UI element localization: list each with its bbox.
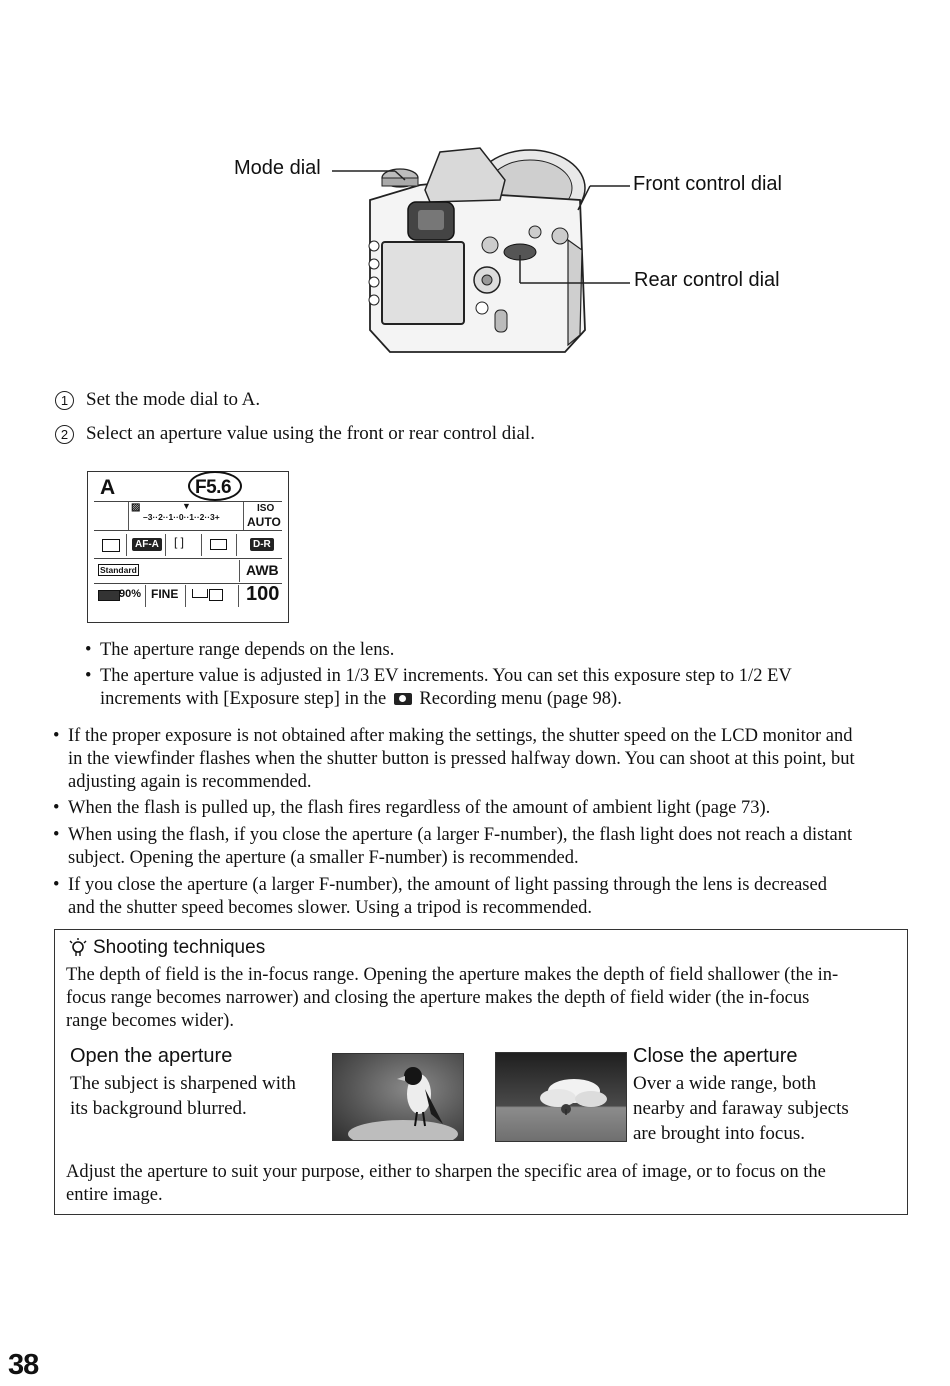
creative-style-badge: Standard — [100, 565, 137, 575]
step-2 — [55, 423, 535, 445]
note-bullet-1: • If the proper exposure is not obtained after making the settings, the shutter speed on the LCD monitor and in the viewfinder flashes when the shutter button is pressed halfway down. You can shoot at this point, but adjusting again is recommended. — [53, 726, 855, 792]
dr-badge: D-R — [250, 538, 274, 551]
lcd-mode: A — [100, 476, 116, 499]
step-number: 2 — [55, 425, 74, 444]
memory-icon — [209, 589, 223, 601]
note-bullet-3: • When using the flash, if you close the aperture (a larger F-number), the flash light does not reach a distant subject. Opening the aperture (a smaller F-number) is recommended. — [53, 825, 853, 868]
tip-intro: The depth of field is the in-focus range. Opening the aperture makes the depth of field shallower (the in- focus range becomes narrower) and closing the aperture makes the depth of field wider (the in-focus range becomes wider). — [66, 965, 839, 1031]
rear-dial-callout: Rear control dial — [634, 269, 780, 291]
camera-menu-icon — [394, 693, 412, 705]
step-text: Set the mode dial to A. — [86, 389, 261, 410]
white-balance: AWB — [246, 562, 279, 578]
lcd-aperture: F5.6 — [195, 477, 232, 498]
metering-icon — [210, 539, 227, 550]
focus-area-icon: [ ] — [174, 535, 185, 549]
tip-footer: Adjust the aperture to suit your purpose, either to sharpen the specific area of image, or to focus on the entire image. — [66, 1162, 826, 1205]
tip-title: Shooting techniques — [93, 937, 266, 958]
step-number: 1 — [55, 391, 74, 410]
page-number: 38 — [8, 1349, 39, 1381]
battery-icon — [98, 590, 120, 601]
af-mode-badge: AF-A — [132, 538, 162, 551]
callout-lines — [0, 0, 950, 400]
ev-pointer-icon: ▼ — [182, 501, 191, 511]
bird-photo — [332, 1053, 464, 1141]
shooting-techniques-box — [54, 929, 908, 1215]
battery-percent: 90% — [119, 588, 142, 600]
ev-scale: –3··2··1··0··1··2··3+ — [143, 512, 220, 522]
image-size-icon — [192, 589, 208, 598]
lightbulb-icon — [67, 937, 89, 959]
step-1 — [55, 389, 260, 411]
image-quality: FINE — [151, 587, 179, 601]
note-bullet-4: • If you close the aperture (a larger F-number), the amount of light passing through the lens is decreased and the shutter speed becomes slower. Using a tripod is recommended. — [53, 875, 827, 918]
front-dial-callout: Front control dial — [633, 173, 782, 195]
landscape-photo — [495, 1052, 627, 1142]
note-bullet-2: • When the flash is pulled up, the flash fires regardless of the amount of ambient light (page 73). — [53, 798, 771, 818]
drive-single-icon — [102, 539, 120, 552]
close-aperture-title: Close the aperture — [633, 1045, 798, 1067]
step-text: Select an aperture value using the front or rear control dial. — [86, 423, 535, 444]
open-aperture-title: Open the aperture — [70, 1045, 233, 1067]
iso-label: ISO — [257, 503, 275, 514]
sub-bullet-2: • The aperture value is adjusted in 1/3 EV increments. You can set this exposure step to 1/2 EV increments with [Exposure step] in the Recording menu (page 98). — [85, 666, 792, 709]
lcd-panel — [87, 471, 289, 623]
exposure-comp-icon: ▨ — [131, 502, 141, 513]
iso-value: AUTO — [247, 515, 281, 529]
close-aperture-desc: Over a wide range, both nearby and faraway subjects are brought into focus. — [633, 1073, 849, 1144]
shots-remaining: 100 — [246, 583, 280, 605]
mode-dial-callout: Mode dial — [234, 157, 321, 179]
sub-bullet-1: • The aperture range depends on the lens. — [85, 640, 395, 660]
open-aperture-desc: The subject is sharpened with its background blurred. — [70, 1073, 296, 1119]
